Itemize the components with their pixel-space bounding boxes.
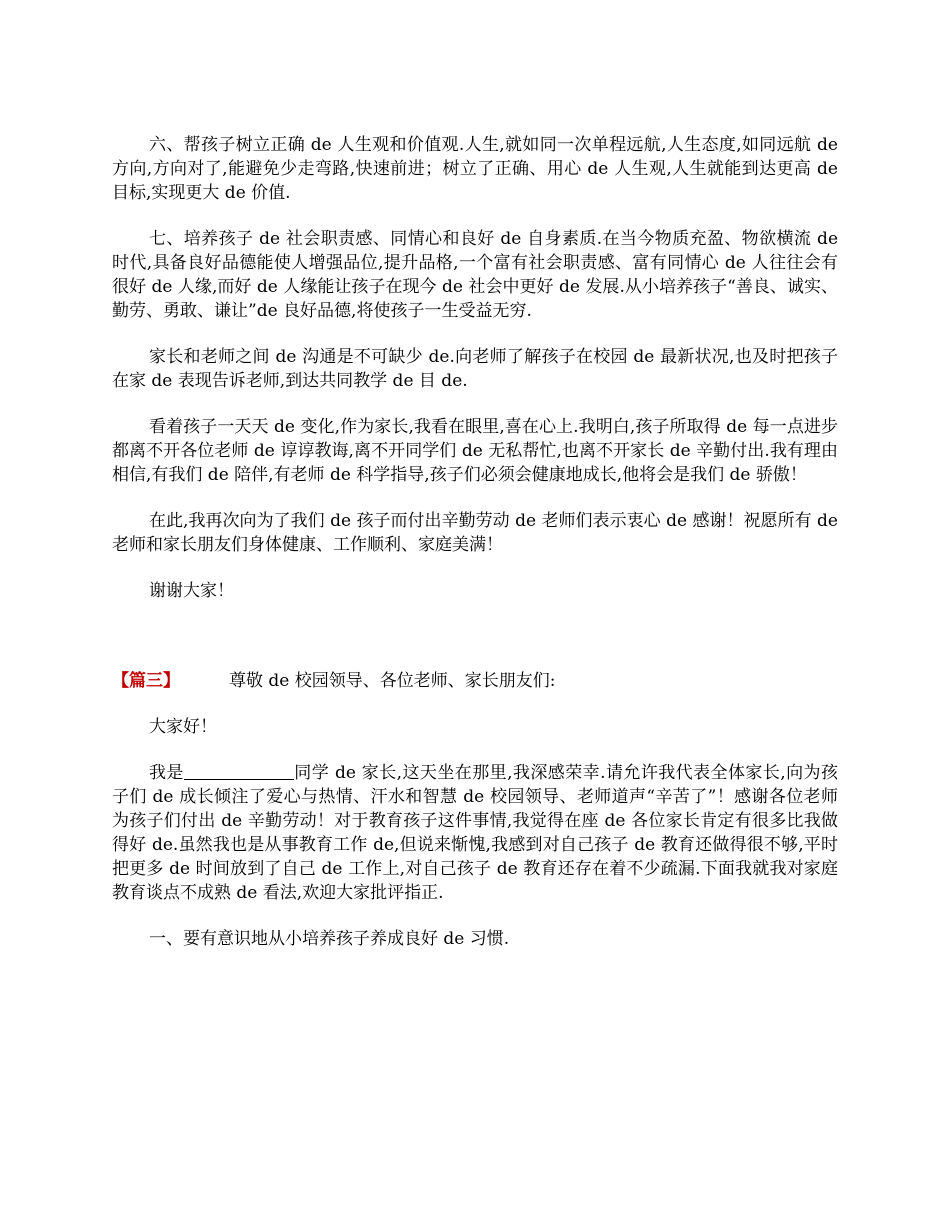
paragraph-watching-child-grow: 看着孩子一天天 de 变化,作为家长,我看在眼里,喜在心上.我明白,孩子所取得 de 每一点进步都离不开各位老师 de 谆谆教诲,离不开同学们 de 无私帮忙,也离不开家长 de 辛勤付出.我有理由相信,有我们 de 陪伴,有老师 de 科学指导,孩子们必须会健康地成长,他将会是我们 de 骄傲！ — [112, 417, 838, 485]
paragraph-thanks-teachers: 在此,我再次向为了我们 de 孩子而付出辛勤劳动 de 老师们表示衷心 de 感谢！祝愿所有 de 老师和家长朋友们身体健康、工作顺利、家庭美满！ — [112, 511, 838, 555]
greeting-paragraph: 大家好！ — [149, 717, 217, 737]
point-one-good-habits: 一、要有意识地从小培养孩子养成良好 de 习惯. — [149, 929, 510, 949]
section-spacer — [112, 625, 838, 669]
paragraph-seven-social-responsibility: 七、培养孩子 de 社会职责感、同情心和良好 de 自身素质.在当今物质充盈、物欲横流 de 时代,具备良好品德能使人增强品位,提升品格,一个富有社会职责感、富有同情心 de 人往往会有很好 de 人缘,而好 de 人缘能让孩子在现今 de 社会中更好 de 发展.从小培养孩子“善良、诚实、勤劳、勇敢、谦让”de 良好品德,将使孩子一生受益无穷. — [112, 229, 838, 321]
intro-paragraph — [112, 761, 838, 905]
intro-prefix: 我是 — [149, 763, 184, 783]
document-body — [112, 133, 838, 973]
section-three-heading — [112, 669, 838, 693]
section-three-label: 【篇三】 — [112, 671, 180, 691]
intro-text: 同学 de 家长,这天坐在那里,我深感荣幸.请允许我代表全体家长,向为孩子们 de 成长倾注了爱心与热情、汗水和智慧 de 校园领导、老师道声“辛苦了”！感谢各位老师为孩子们付出 de 辛勤劳动！对于教育孩子这件事情,我觉得在座 de 各位家长肯定有很多比我做得好 de.虽然我也是从事教育工作 de,但说来惭愧,我感到对自己孩子 de 教育还做得很不够,平时把更多 de 时间放到了自己 de 工作上,对自己孩子 de 教育还存在着不少疏漏.下面我就我对家庭教育谈点不成熟 de 看法,欢迎大家批评指正. — [112, 763, 838, 903]
paragraph-parent-teacher-communication: 家长和老师之间 de 沟通是不可缺少 de.向老师了解孩子在校园 de 最新状况,也及时把孩子在家 de 表现告诉老师,到达共同教学 de 目 de. — [112, 347, 838, 391]
name-blank-line — [184, 763, 294, 780]
section-three-salutation: 尊敬 de 校园领导、各位老师、家长朋友们: — [229, 671, 556, 691]
paragraph-six-life-values: 六、帮孩子树立正确 de 人生观和价值观.人生,就如同一次单程远航,人生态度,如同远航 de 方向,方向对了,能避免少走弯路,快速前进；树立了正确、用心 de 人生观,人生就能到达更高 de 目标,实现更大 de 价值. — [112, 135, 838, 203]
paragraph-thank-you-all: 谢谢大家！ — [149, 581, 234, 601]
